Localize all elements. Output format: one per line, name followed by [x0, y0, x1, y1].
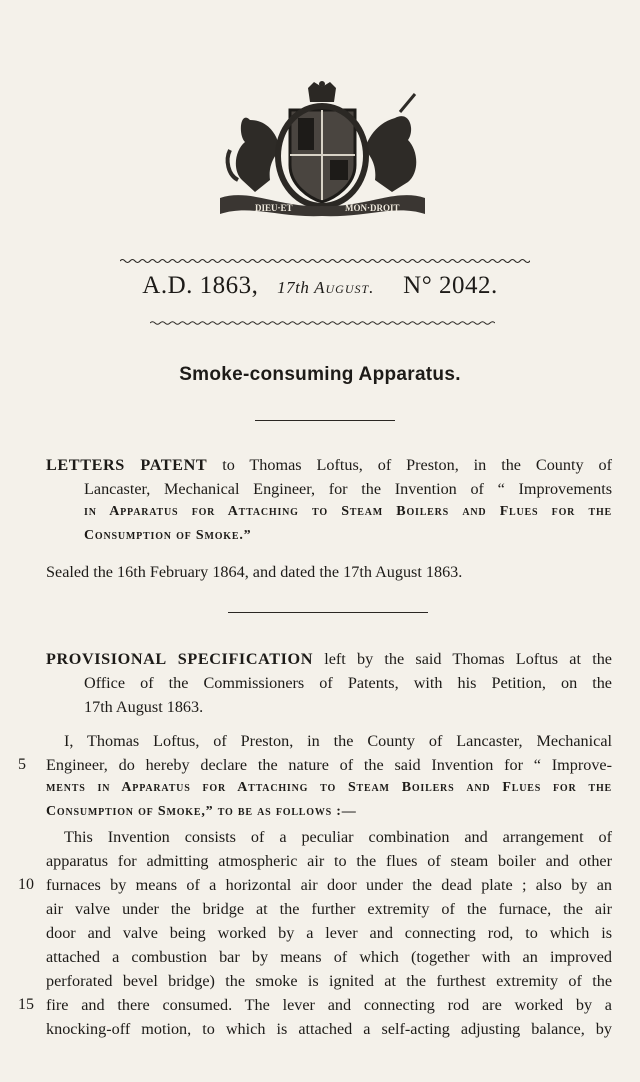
body-line-13: knocking-off motion, to which is attached a self-acting adjusting balance, by: [46, 1020, 612, 1038]
body-line-9: door and valve being worked by a lever and connecting rod, to which is: [46, 924, 612, 942]
patent-number: N° 2042.: [403, 272, 498, 299]
body-line-12: fire and there consumed. The lever and connecting rod are worked by a: [46, 996, 612, 1014]
line-number: 15: [18, 996, 34, 1013]
provisional-line-1: PROVISIONAL SPECIFICATION left by the said Thomas Loftus at the: [46, 650, 612, 668]
body-line-1: I, Thomas Loftus, of Preston, in the County of Lancaster, Mechanical: [64, 732, 612, 750]
patent-year: A.D. 1863,: [142, 272, 259, 299]
line-number: 10: [18, 876, 34, 893]
body-line-7: furnaces by means of a horizontal air door under the dead plate ; also by an: [46, 876, 612, 894]
letters-patent-line-2: Lancaster, Mechanical Engineer, for the Invention of “ Improvements: [84, 480, 612, 498]
letters-patent-line-4: Consumption of Smoke.”: [84, 528, 252, 543]
body-line-11: perforated bevel bridge) the smoke is ignited at the furthest extremity of the: [46, 972, 612, 990]
sealed-line: Sealed the 16th February 1864, and dated the 17th August 1863.: [46, 563, 463, 581]
title-divider: [255, 420, 395, 421]
body-line-4: Consumption of Smoke,” to be as follows :—: [46, 804, 357, 819]
royal-coat-of-arms-icon: [210, 80, 435, 218]
patent-date: 17th August.: [277, 278, 375, 297]
svg-text:MON·DROIT: MON·DROIT: [345, 203, 400, 213]
body-line-10: attached a combustion bar by means of which (together with an improved: [46, 948, 612, 966]
section-divider: [228, 612, 428, 613]
provisional-line-2: Office of the Commissioners of Patents, with his Petition, on the: [84, 674, 612, 692]
body-line-6: apparatus for admitting atmospheric air to the flues of steam boiler and other: [46, 852, 612, 870]
letters-patent-line-1: LETTERS PATENT to Thomas Loftus, of Preston, in the County of: [46, 456, 612, 474]
provisional-line-3: 17th August 1863.: [84, 698, 204, 716]
letters-patent-line-3: in Apparatus for Attaching to Steam Boilers and Flues for the: [84, 504, 612, 519]
body-line-5: This Invention consists of a peculiar combination and arrangement of: [64, 828, 612, 846]
wavy-rule-bottom: [150, 320, 495, 326]
body-line-2: Engineer, do hereby declare the nature of the said Invention for “ Improve-: [46, 756, 612, 774]
wavy-rule-top: [120, 258, 530, 264]
body-line-8: air valve under the bridge at the further extremity of the furnace, the air: [46, 900, 612, 918]
svg-text:DIEU·ET: DIEU·ET: [255, 203, 293, 213]
document-title: Smoke-consuming Apparatus.: [179, 364, 461, 385]
line-number: 5: [18, 756, 26, 773]
body-line-3: ments in Apparatus for Attaching to Steam Boilers and Flues for the: [46, 780, 612, 795]
patent-header: [0, 272, 640, 300]
